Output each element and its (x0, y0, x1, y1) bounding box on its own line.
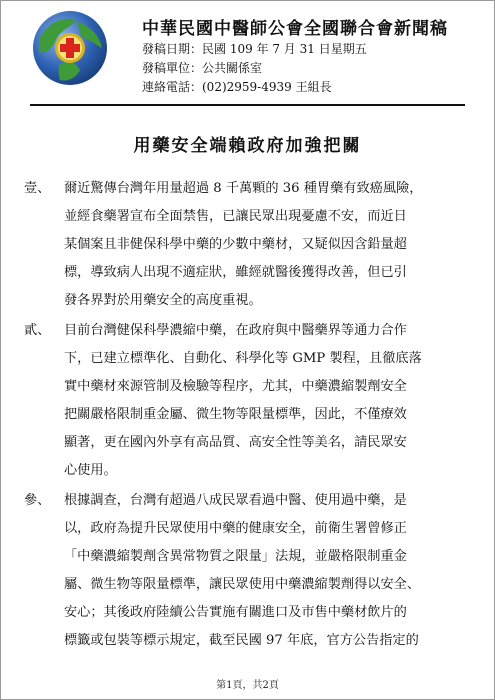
text-line: 並經食藥署宣布全面禁售，已讓民眾出現憂慮不安，而近日 (64, 209, 407, 224)
section-2 (24, 317, 476, 485)
text-line: 爾近驚傳台灣年用量超過 8 千萬顆的 36 種胃藥有致癌風險， (64, 181, 423, 196)
section-3 (24, 487, 476, 655)
text-line: 以，政府為提升民眾使用中藥的健康安全，前衛生署曾修正 (64, 521, 407, 536)
text-line: 根據調查，台灣有超過八成民眾看過中醫、使用過中藥，是 (64, 493, 407, 508)
release-unit: 發稿單位：公共關係室 (142, 61, 263, 75)
text-line: 安心；其後政府陸續公告實施有關進口及市售中藥材飲片的 (64, 605, 407, 620)
text-line: 目前台灣健保科學濃縮中藥，在政府與中醫藥界等通力合作 (64, 323, 407, 338)
page-number: 第1頁，共2頁 (216, 680, 279, 691)
header-divider (30, 104, 465, 106)
text-line: 心使用。 (64, 463, 117, 478)
section-1 (24, 175, 476, 315)
section-body (64, 175, 476, 315)
association-logo (30, 8, 110, 88)
section-number: 貳、 (24, 323, 51, 338)
text-line: 實中藥材來源管制及檢驗等程序，尤其，中藥濃縮製劑安全 (64, 379, 407, 394)
text-line: 下，已建立標準化、自動化、科學化等 GMP 製程，且徹底落 (64, 351, 422, 366)
release-date: 發稿日期：民國 109 年 7 月 31 日星期五 (142, 42, 367, 56)
release-meta (142, 40, 367, 97)
contact-phone: 連絡電話：(02)2959-4939 王組長 (142, 80, 332, 94)
section-number: 參、 (24, 493, 51, 508)
text-line: 標籤或包裝等標示規定，截至民國 97 年底，官方公告指定的 (64, 633, 419, 648)
text-line: 顯著，更在國內外享有高品質、高安全性等美名，請民眾安 (64, 435, 407, 450)
section-body (64, 487, 476, 655)
section-body (64, 317, 476, 485)
text-line: 屬、微生物等限量標準，讓民眾使用中藥濃縮製劑得以安全、 (64, 577, 421, 592)
text-line: 發各界對於用藥安全的高度重視。 (64, 293, 262, 308)
text-line: 把關嚴格限制重金屬、微生物等限量標準，因此，不僅療效 (64, 407, 407, 422)
organization-title: 中華民國中醫師公會全國聯合會新聞稿 (142, 19, 448, 39)
press-headline: 用藥安全端賴政府加強把關 (133, 136, 362, 156)
text-line: 「中藥濃縮製劑含異常物質之限量」法規，並嚴格限制重金 (64, 549, 407, 564)
text-line: 某個案且非健保科學中藥的少數中藥材，又疑似因含鉛量超 (64, 237, 407, 252)
section-number: 壹、 (24, 181, 51, 196)
text-line: 標，導致病人出現不適症狀，雖經就醫後獲得改善，但已引 (64, 265, 407, 280)
